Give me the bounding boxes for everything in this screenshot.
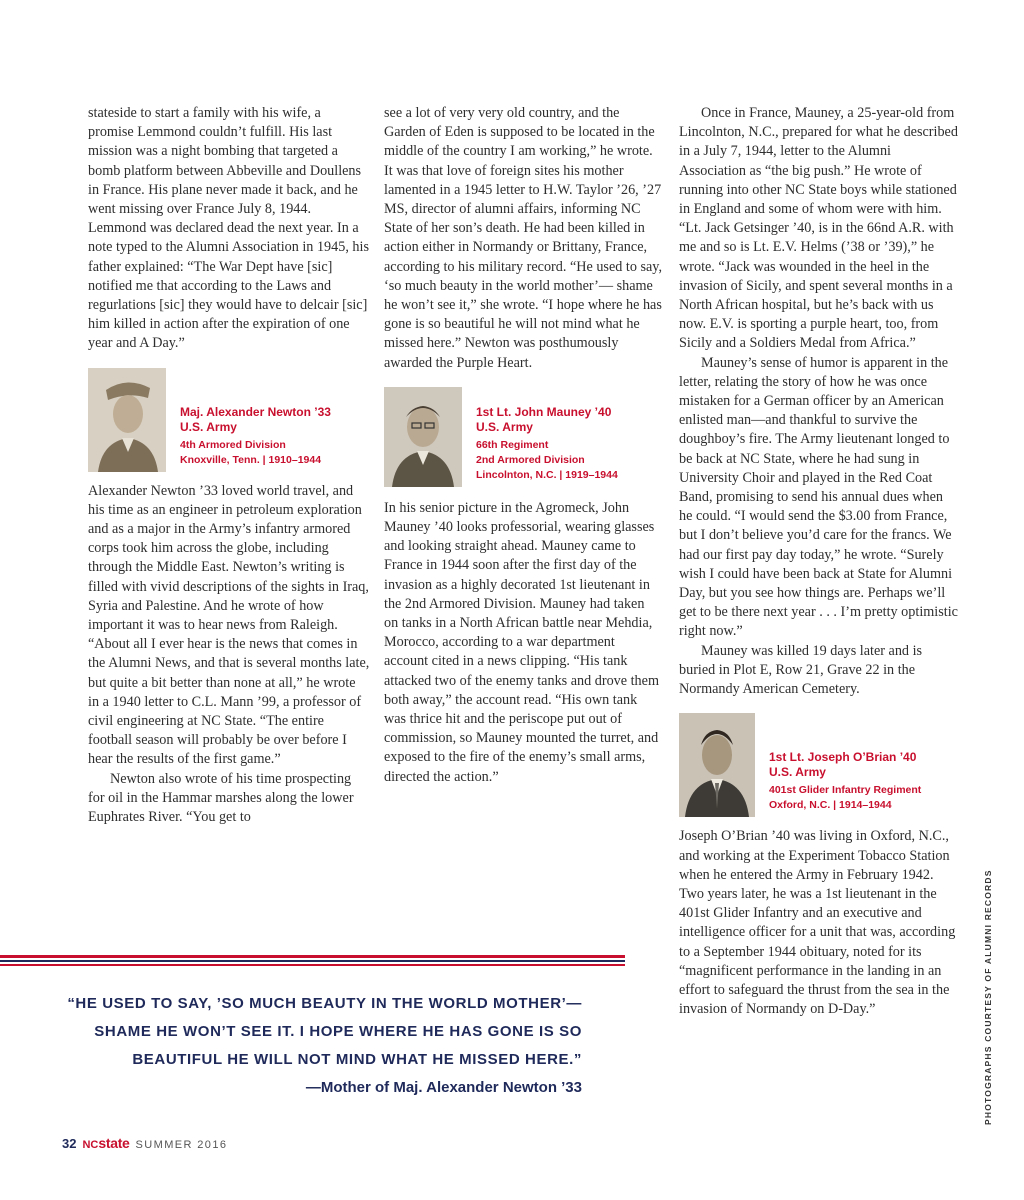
profile-location: Oxford, N.C. | 1914–1944 xyxy=(769,799,892,812)
body-paragraph: Once in France, Mauney, a 25-year-old from Lincolnton, N.C., prepared for what he described in a July 7, 1944, letter to the Alumni Association as “the big push.” He wrote of running into other NC State boys while stationed in England and some of whom were with him. “Lt. Jack Getsinger ’40, is in the 66nd A.R. with me and so is Lt. E.V. Helms (’38 or ’39),” he wrote. “Jack was wounded in the heel in the invasion of Sicily, and spent several months in a North African hospital, but he’s back with us now. E.V. is sporting a purple heart, too, from Sicily and a Soldiers Medal from Africa.” xyxy=(679,105,958,352)
profile-name: Maj. Alexander Newton ’33 xyxy=(180,404,331,419)
pull-quote-attribution: —Mother of Maj. Alexander Newton ’33 xyxy=(305,1079,582,1096)
body-paragraph: see a lot of very very old country, and the Garden of Eden is supposed to be located in the middle of the country I am working,” he wrote. It was that love of foreign sites his mother lamented in a 1945 letter to H.W. Taylor ’26, ’27 MS, director of alumni affairs, informing NC State of her son’s death. He had been killed in action either in Normandy or Brittany, France, according to his military record. “He used to say, ‘so much beauty in the world mother’— shame he won’t see it,” she wrote. “I hope where he has gone is so beautiful he will not mind what he missed here.” Newton was posthumously awarded the Purple Heart. xyxy=(384,105,663,371)
portrait-photo-newton xyxy=(88,368,166,472)
body-paragraph: Newton also wrote of his time prospecting for oil in the Hammar marshes along the lower Euphrates River. “You get to xyxy=(88,770,354,826)
profile-unit-secondary: 2nd Armored Division xyxy=(476,453,585,466)
portrait-mauney-image xyxy=(384,387,462,487)
portrait-obrian-image xyxy=(679,713,755,817)
stripe-red xyxy=(0,964,625,966)
body-paragraph xyxy=(384,499,662,787)
body-paragraph: Mauney was killed 19 days later and is buried in Plot E, Row 21, Grave 22 in the Normandy American Cemetery. xyxy=(679,642,923,698)
profile-obrian xyxy=(679,713,959,817)
pull-quote-line: SHAME HE WON’T SEE IT. I HOPE WHERE HE HAS GONE IS SO xyxy=(94,1023,582,1040)
stripe-divider xyxy=(0,955,625,969)
profile-name: 1st Lt. John Mauney ’40 xyxy=(476,404,612,419)
profile-unit: 4th Armored Division xyxy=(180,438,286,451)
portrait-photo-mauney xyxy=(384,387,462,487)
body-paragraph: Alexander Newton ’33 loved world travel, and his time as an engineer in petroleum exploration and as a major in the Army’s infantry armored corps took him across the globe, including through the Middle East. Newton’s writing is filled with vivid descriptions of the sights in Iraq, Syria and Palestine. And he wrote of how important it was to hear news from Raleigh. “About all I ever hear is the news that comes in the Alumni News, and that is several months late, but quite a bit better than none at all,” he wrote in a 1940 letter to C.L. Mann ’99, a professor of civil engineering at NC State. “The entire football season will probably be over before I hear the results of the first game.” xyxy=(88,482,370,768)
profile-branch: U.S. Army xyxy=(180,419,237,434)
body-paragraph-text: In his senior picture in the Agromeck, John Mauney ’40 looks professorial, wearing glasses and looking straight ahead. Mauney came to France in 1944 soon after the first day of the invasion as a highly decorated 1st lieutenant in the 2nd Armored Division. Mauney had taken on tanks in a North African battle near Mehdia, Morocco, according to a war department account cited in a news clipping. “His tank attacked two of the enemy tanks and drove them both away,” the account read. “His own tank was thrice hit and the periscope put out of commission, so Mauney mounted the turret, and exposed to the fire of the enemy’s small arms, directed the action.” xyxy=(384,499,659,785)
pull-quote-line: “HE USED TO SAY, ’SO MUCH BEAUTY IN THE WORLD MOTHER’— xyxy=(67,995,582,1012)
profile-name: 1st Lt. Joseph O’Brian ’40 xyxy=(769,750,917,765)
body-paragraph: stateside to start a family with his wife, a promise Lemmond couldn’t fulfill. His last mission was a night bombing that targeted a bomb platform between Abbeville and Doullens in France. His plane never made it back, and he went missing over France July 8, 1944. Lemmond was declared dead the next year. In a note typed to the Alumni Association in 1945, his father explained: “The War Dept have [sic] notified me that according to the Laws and regurlations [sic] they would have to delcair [sic] him killed in action after the expiration of one year and A Day.” xyxy=(88,105,369,352)
issue-label: SUMMER 2016 xyxy=(135,1139,228,1151)
profile-caption-mauney xyxy=(476,405,618,487)
profile-branch: U.S. Army xyxy=(476,419,533,434)
profile-mauney xyxy=(384,387,662,487)
pull-quote-line: BEAUTIFUL HE WILL NOT MIND WHAT HE MISSED HERE.” xyxy=(132,1051,582,1068)
portrait-photo-obrian xyxy=(679,713,755,817)
stripe-navy xyxy=(0,960,625,962)
page-number: 32 xyxy=(62,1136,77,1151)
portrait-newton-image xyxy=(88,368,166,472)
page-footer xyxy=(62,1135,227,1151)
body-paragraph: Mauney’s sense of humor is apparent in the letter, relating the story of how he was once mistaken for a German officer by an American enlisted man—and thankful to survive the doughboy’s fire. The Army lieutenant longed to be back at NC State, where he had sung in University Choir and played in the Red Coat Band, promising to send his annual dues when he could. “I would send the $3.00 from France, but I don’t believe you’d care for the francs. We had our first pay day today,” he wrote. “Surely wish I could have been back at State for Alumni Day, but you see how things are. Perhaps we’ll get to be there next year . . . I’m pretty optimistic right now.” xyxy=(679,354,958,640)
article-column-2 xyxy=(384,104,662,787)
profile-location: Lincolnton, N.C. | 1919–1944 xyxy=(476,468,618,481)
profile-location: Knoxville, Tenn. | 1910–1944 xyxy=(180,453,322,466)
profile-unit: 66th Regiment xyxy=(476,438,549,451)
body-paragraph: Joseph O’Brian ’40 was living in Oxford, N.C., and working at the Experiment Tobacco Station when he entered the Army in February 1942. Two years later, he was a 1st lieutenant in the 401st Glider Infantry and an executive and intelligence officer for a unit that was, according to a September 1944 obituary, noted for its “magnificent performance in the landing in an effort to safeguard the thrust from the sea in the invasion of Normandy on D-Day.” xyxy=(679,828,956,1018)
pull-quote xyxy=(60,990,582,1102)
stripe-red xyxy=(0,955,625,958)
profile-caption-newton xyxy=(180,405,331,472)
article-column-1 xyxy=(88,104,370,827)
profile-branch: U.S. Army xyxy=(769,765,826,780)
brand-logo-suffix: state xyxy=(98,1135,130,1151)
article-column-3 xyxy=(679,104,959,1019)
brand-logo-prefix: NC xyxy=(82,1139,99,1151)
brand-logo xyxy=(82,1135,129,1151)
photo-credit: PHOTOGRAPHS COURTESY OF ALUMNI RECORDS xyxy=(983,869,993,1125)
profile-unit: 401st Glider Infantry Regiment xyxy=(769,784,922,797)
profile-caption-obrian xyxy=(769,750,921,817)
profile-newton xyxy=(88,368,370,472)
